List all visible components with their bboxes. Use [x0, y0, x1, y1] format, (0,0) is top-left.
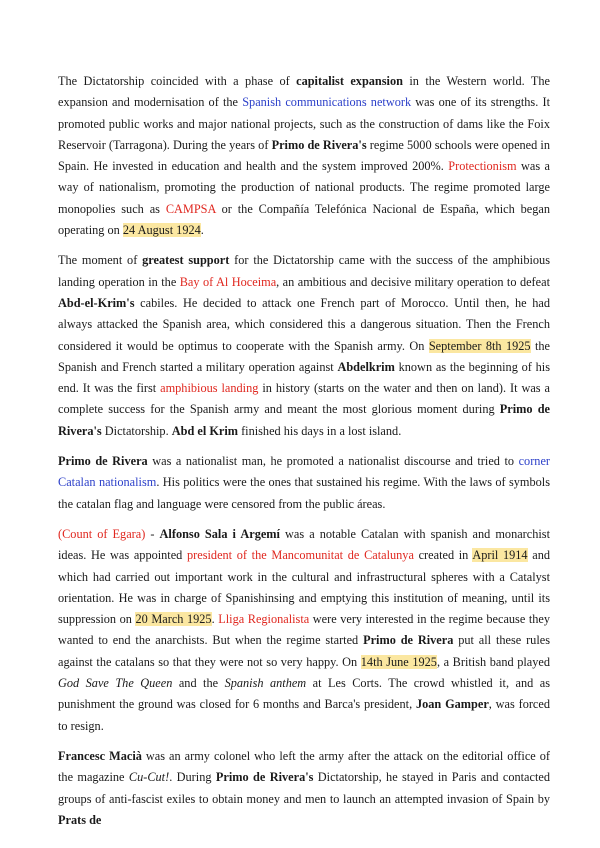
text-run: and which had carried out important work in the cultural and infrastructural spheres with a Catalyst orientation. He was in charge of Spanishinsing and emptying this institution of meaning, until its suppression on [58, 548, 551, 627]
text-run: for the Dictatorship came with the success of the amphibious landing operation in the [58, 253, 550, 289]
text-run: regime 5000 schools were opened in Spain. He invested in education and health and the system improved 200%. [58, 137, 550, 174]
text-run: Dictatorship. [101, 423, 172, 438]
text-run: , an ambitious and decisive military operation to defeat [276, 274, 550, 289]
text-run: the Spanish and French started a military operation against [58, 338, 551, 374]
text-run: known as the beginning of his end. It was the first [58, 359, 550, 396]
red-highlight-text: Protectionism [448, 159, 517, 174]
blue-highlight-text: Spanish communications network [242, 95, 412, 110]
bold-text: Abd-el-Krim's [58, 295, 135, 310]
bold-text: Abd el Krim [171, 423, 238, 438]
red-highlight-text: (Count of Egara) [58, 526, 146, 541]
date-highlight: September 8th 1925 [428, 338, 531, 353]
text-run: . [211, 612, 219, 627]
text-run: was a way of nationalism, promoting the production of national products. The regime promoted large monopolies such as [58, 159, 550, 216]
text-run: cabiles. He decided to attack one French part of Morocco. Until then, he had always attacked the Spanish area, which considered this a dangerous situation. Then the French considered it would be optimus to cooperate with the Spanish army. On [58, 295, 550, 353]
bold-text: Prats de [58, 812, 102, 827]
text-run: The moment of [58, 253, 143, 268]
text-run: were very interested in the regime because they wanted to end the anarchists. But when the regime started [58, 612, 551, 648]
paragraph-p3 [58, 451, 550, 515]
red-highlight-text: amphibious landing [160, 381, 259, 396]
italic-text: Cu-Cut! [128, 770, 170, 785]
text-run: was an army colonel who left the army after the attack on the editorial office of the magazine [58, 748, 550, 785]
date-highlight: 20 March 1925 [135, 612, 212, 627]
text-run: , was forced to resign. [58, 697, 551, 733]
bold-text: capitalist expansion [296, 74, 403, 88]
bold-text: Alfonso Sala i Argemí [159, 526, 280, 541]
text-run: was a notable Catalan with spanish and monarchist ideas. He was appointed [58, 526, 550, 563]
bold-text: Primo de Rivera [58, 454, 148, 469]
text-run: Dictatorship, he stayed in Paris and contacted groups of anti-fascist exiles to obtain money and men to launch an attempted invasion of Spain by [58, 770, 550, 806]
bold-text: Joan Gamper [415, 697, 489, 712]
bold-text: Francesc Macià [58, 748, 142, 763]
text-run: created in [413, 548, 473, 563]
bold-text: Abdelkrim [337, 359, 395, 374]
red-highlight-text: Bay of Al Hoceima [179, 274, 277, 289]
paragraph-p5 [58, 746, 550, 831]
italic-text: God Save The Queen [58, 676, 173, 691]
italic-text: Spanish anthem [224, 676, 307, 691]
red-highlight-text: CAMPSA [165, 201, 216, 216]
bold-text: Primo de Rivera's [271, 137, 367, 152]
text-run: or the Compañía Telefónica Nacional de España, which began operating on [58, 201, 550, 238]
text-run: , a British band played [436, 654, 550, 669]
text-run: at Les Corts. The crowd whistled it, and as punishment the ground was closed for 6 months and Barca's president, [58, 676, 550, 712]
paragraph-p4 [58, 524, 550, 737]
paragraph-p1 [58, 71, 550, 241]
text-run: was a nationalist man, he promoted a nationalist discourse and tried to [147, 454, 519, 469]
document-body [58, 71, 550, 840]
text-run: . [200, 223, 204, 238]
text-run: put all these rules against the catalans so that they were not so very happy. On [58, 633, 550, 669]
text-run: - [145, 526, 160, 541]
date-highlight: 24 August 1924 [122, 223, 201, 238]
bold-text: Primo de Rivera's [215, 770, 314, 785]
red-highlight-text: Lliga Regionalista [218, 612, 310, 627]
text-run: in history (starts on the water and then on land). It was a complete success for the Spanish army and meant the most glorious moment during [58, 381, 551, 417]
text-run: . During [169, 770, 216, 785]
text-run: finished his days in a lost island. [238, 423, 402, 438]
text-run: The Dictatorship coincided with a phase of [58, 74, 297, 88]
bold-text: greatest support [142, 253, 230, 268]
bold-text: Primo de Rivera's [58, 402, 550, 438]
date-highlight: 14th June 1925 [360, 654, 437, 669]
text-run: was one of its strengths. It promoted public works and major national projects, such as the construction of dams like the Foix Reservoir (Tarragona). During the years of [58, 95, 550, 152]
text-run: and the [172, 676, 225, 691]
paragraph-p2 [58, 250, 550, 442]
bold-text: Primo de Rivera [363, 633, 454, 648]
red-highlight-text: president of the Mancomunitat de Catalunya [187, 548, 414, 563]
text-run: . His politics were the ones that sustained his regime. With the laws of symbols the catalan flag and language were censored from the public áreas. [58, 475, 550, 511]
blue-highlight-text: corner Catalan nationalism [58, 454, 550, 490]
date-highlight: April 1914 [472, 548, 528, 563]
text-run: in the Western world. The expansion and modernisation of the [58, 74, 550, 110]
